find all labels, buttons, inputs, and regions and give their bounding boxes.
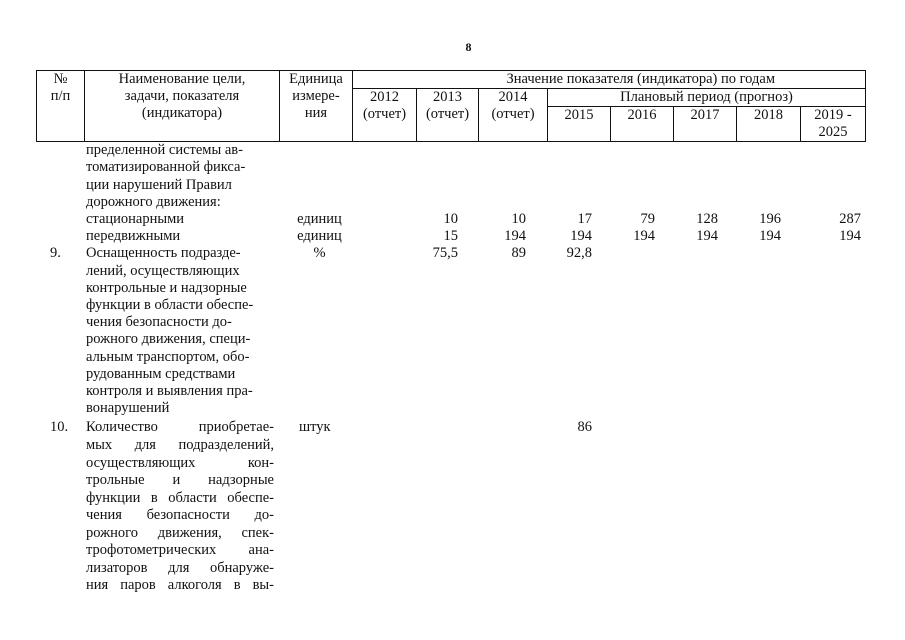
unit-cell: % xyxy=(313,245,326,261)
value-2017: 128 xyxy=(696,211,718,227)
header-year-2014: 2014 (отчет) xyxy=(479,89,548,142)
value-2018: 194 xyxy=(759,228,781,244)
unit-cell: единиц xyxy=(297,211,342,227)
unit-cell: единиц xyxy=(297,228,342,244)
value-2013: 15 xyxy=(443,228,458,244)
header-year-2019-2025: 2019 - 2025 xyxy=(801,107,866,142)
table-body: пределенной системы ав- томатизированной фикса- ции нарушений Правил дорожного движения: стационарными единиц 10 10 17 79 128 196 287 передвижными единиц 15 194 194 194 194 194 194 9. % 75,5 89 92,8 Оснащенность подразде- лений, осуществляющих контрольные и надзорные функции в области обеспе- чения безопасности до- рожного движения, специ- альным транспортом, обо- рудованным средствами контроля и выявления пра- вонарушений 10. штук 86 Количество приобретае- мых для подразделений, осуществляющих кон- трольные и надзорные функции в области обеспе- чения безопасности до- рожного движения, спек- трофотометрических ана- лизаторов для обнаруже- ния паров алкоголя в вы- xyxy=(50,142,861,593)
value-2015: 92,8 xyxy=(566,245,592,261)
header-values-title: Значение показателя (индикатора) по годам xyxy=(417,71,866,89)
row-number: 9. xyxy=(50,245,61,261)
header-name: Наименование цели, задачи, показателя (индикатора) xyxy=(85,71,280,142)
header-year-2015: 2015 xyxy=(548,107,611,142)
value-2015: 17 xyxy=(577,211,592,227)
value-2019-2025: 287 xyxy=(839,211,861,227)
header-year-2018: 2018 xyxy=(737,107,801,142)
value-2016: 79 xyxy=(640,211,655,227)
value-2013: 75,5 xyxy=(432,245,458,261)
header-year-2017: 2017 xyxy=(674,107,737,142)
value-2014: 194 xyxy=(504,228,526,244)
header-year-2012: 2012 (отчет) xyxy=(353,89,417,142)
value-2013: 10 xyxy=(443,211,458,227)
value-2015: 194 xyxy=(570,228,592,244)
page-number: 8 xyxy=(465,40,472,54)
header-year-2013: 2013 (отчет) xyxy=(417,89,479,142)
value-2014: 89 xyxy=(511,245,526,261)
unit-cell: штук xyxy=(299,419,331,435)
header-unit: Единица измере- ния xyxy=(280,71,353,142)
value-2014: 10 xyxy=(511,211,526,227)
value-2015: 86 xyxy=(577,419,592,435)
header-year-2016: 2016 xyxy=(611,107,674,142)
value-2019-2025: 194 xyxy=(839,228,861,244)
value-2016: 194 xyxy=(633,228,655,244)
value-2017: 194 xyxy=(696,228,718,244)
header-number: № п/п xyxy=(37,71,85,142)
row-number: 10. xyxy=(50,419,69,435)
value-2018: 196 xyxy=(759,211,781,227)
header-plan-title: Плановый период (прогноз) xyxy=(548,89,866,107)
